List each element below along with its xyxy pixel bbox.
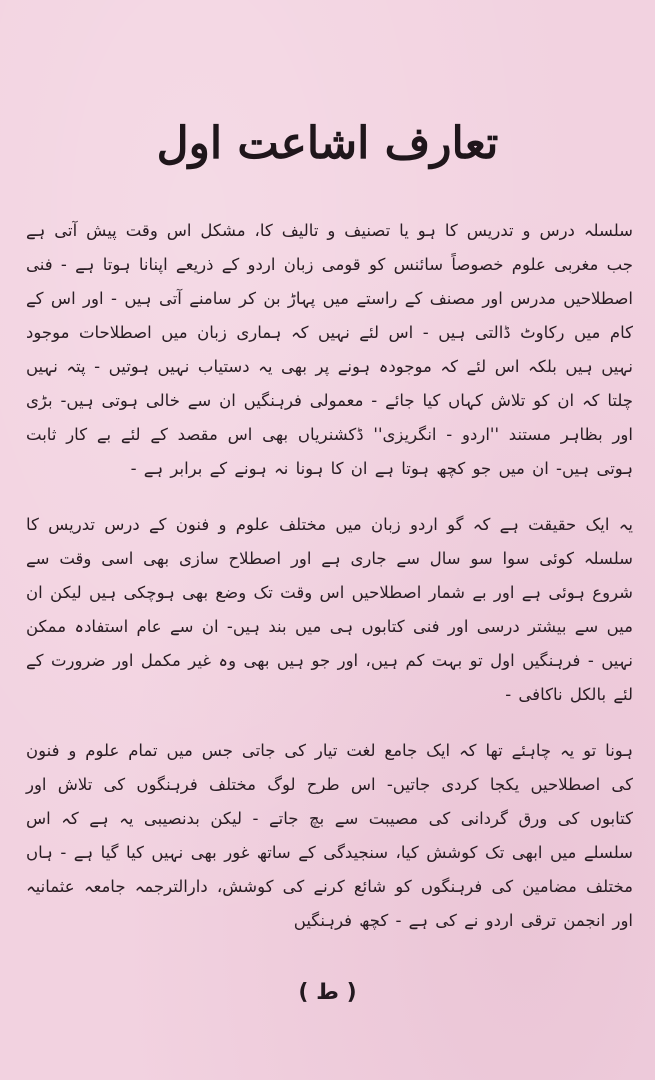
paragraph-3: ہونا تو یہ چاہئے تھا کہ ایک جامع لغت تیار کی جاتی جس میں تمام علوم و فنون کی اصطلاحیں یکجا کردی جاتیں- اس طرح لوگ مختلف فرہنگوں کی تلاش اور کتابوں کی ورق گردانی کی مصیبت سے بچ جاتے - لیکن بدنصیبی یہ ہے کہ اس سلسلے میں ابھی تک کوشش کیا، سنجیدگی کے ساتھ غور بھی نہیں کیا گیا ہے - ہاں مختلف مضامین کی فرہنگوں کو شائع کرنے کی کوشش، دارالترجمہ جامعہ عثمانیہ اور انجمن ترقی اردو نے کی ہے - کچھ فرہنگیں <box>26 741 633 930</box>
paragraph-1: سلسلہ درس و تدریس کا ہو یا تصنیف و تالیف کا، مشکل اس وقت پیش آتی ہے جب مغربی علوم خصوصاً سائنس کو قومی زبان اردو کے ذریعے اپنانا ہوتا ہے - فنی اصطلاحیں مدرس اور مصنف کے راستے میں پہاڑ بن کر سامنے آتی ہیں - اور اس کے کام میں رکاوٹ ڈالتی ہیں - اس لئے نہیں کہ ہماری زبان میں اصطلاحات موجود نہیں ہیں بلکہ اس لئے کہ موجودہ ہونے پر بھی یہ دستیاب نہیں ہوتیں - پتہ نہیں چلتا کہ ان کو تلاش کہاں کیا جائے - معمولی فرہنگیں ان سے خالی ہوتی ہیں- بڑی اور بظاہر مستند ''اردو - انگریزی'' ڈکشنریاں بھی اس مقصد کے لئے بے کار ثابت ہوتی ہیں- ان میں جو کچھ ہوتا ہے ان کا ہونا نہ ہونے کے برابر ہے - <box>26 221 633 478</box>
page-number: ( ط ) <box>298 980 357 1005</box>
body-text <box>26 214 633 960</box>
page-title: تعارف اشاعت اول <box>156 118 499 169</box>
paragraph-2: یہ ایک حقیقت ہے کہ گو اردو زبان میں مختلف علوم و فنون کے درس تدریس کا سلسلہ کوئی سوا سو سال سے جاری ہے اور اصطلاح سازی بھی اسی وقت سے شروع ہوئی ہے اور بے شمار اصطلاحیں اس وقت تک وضع بھی ہوچکی ہیں لیکن ان میں سے بیشتر درسی اور فنی کتابوں ہی میں بند ہیں- ان سے عام استفادہ ممکن نہیں - فرہنگیں اول تو بہت کم ہیں، اور جو ہیں بھی وہ غیر مکمل اور ضرورت کے لئے بالکل ناکافی - <box>26 515 633 704</box>
